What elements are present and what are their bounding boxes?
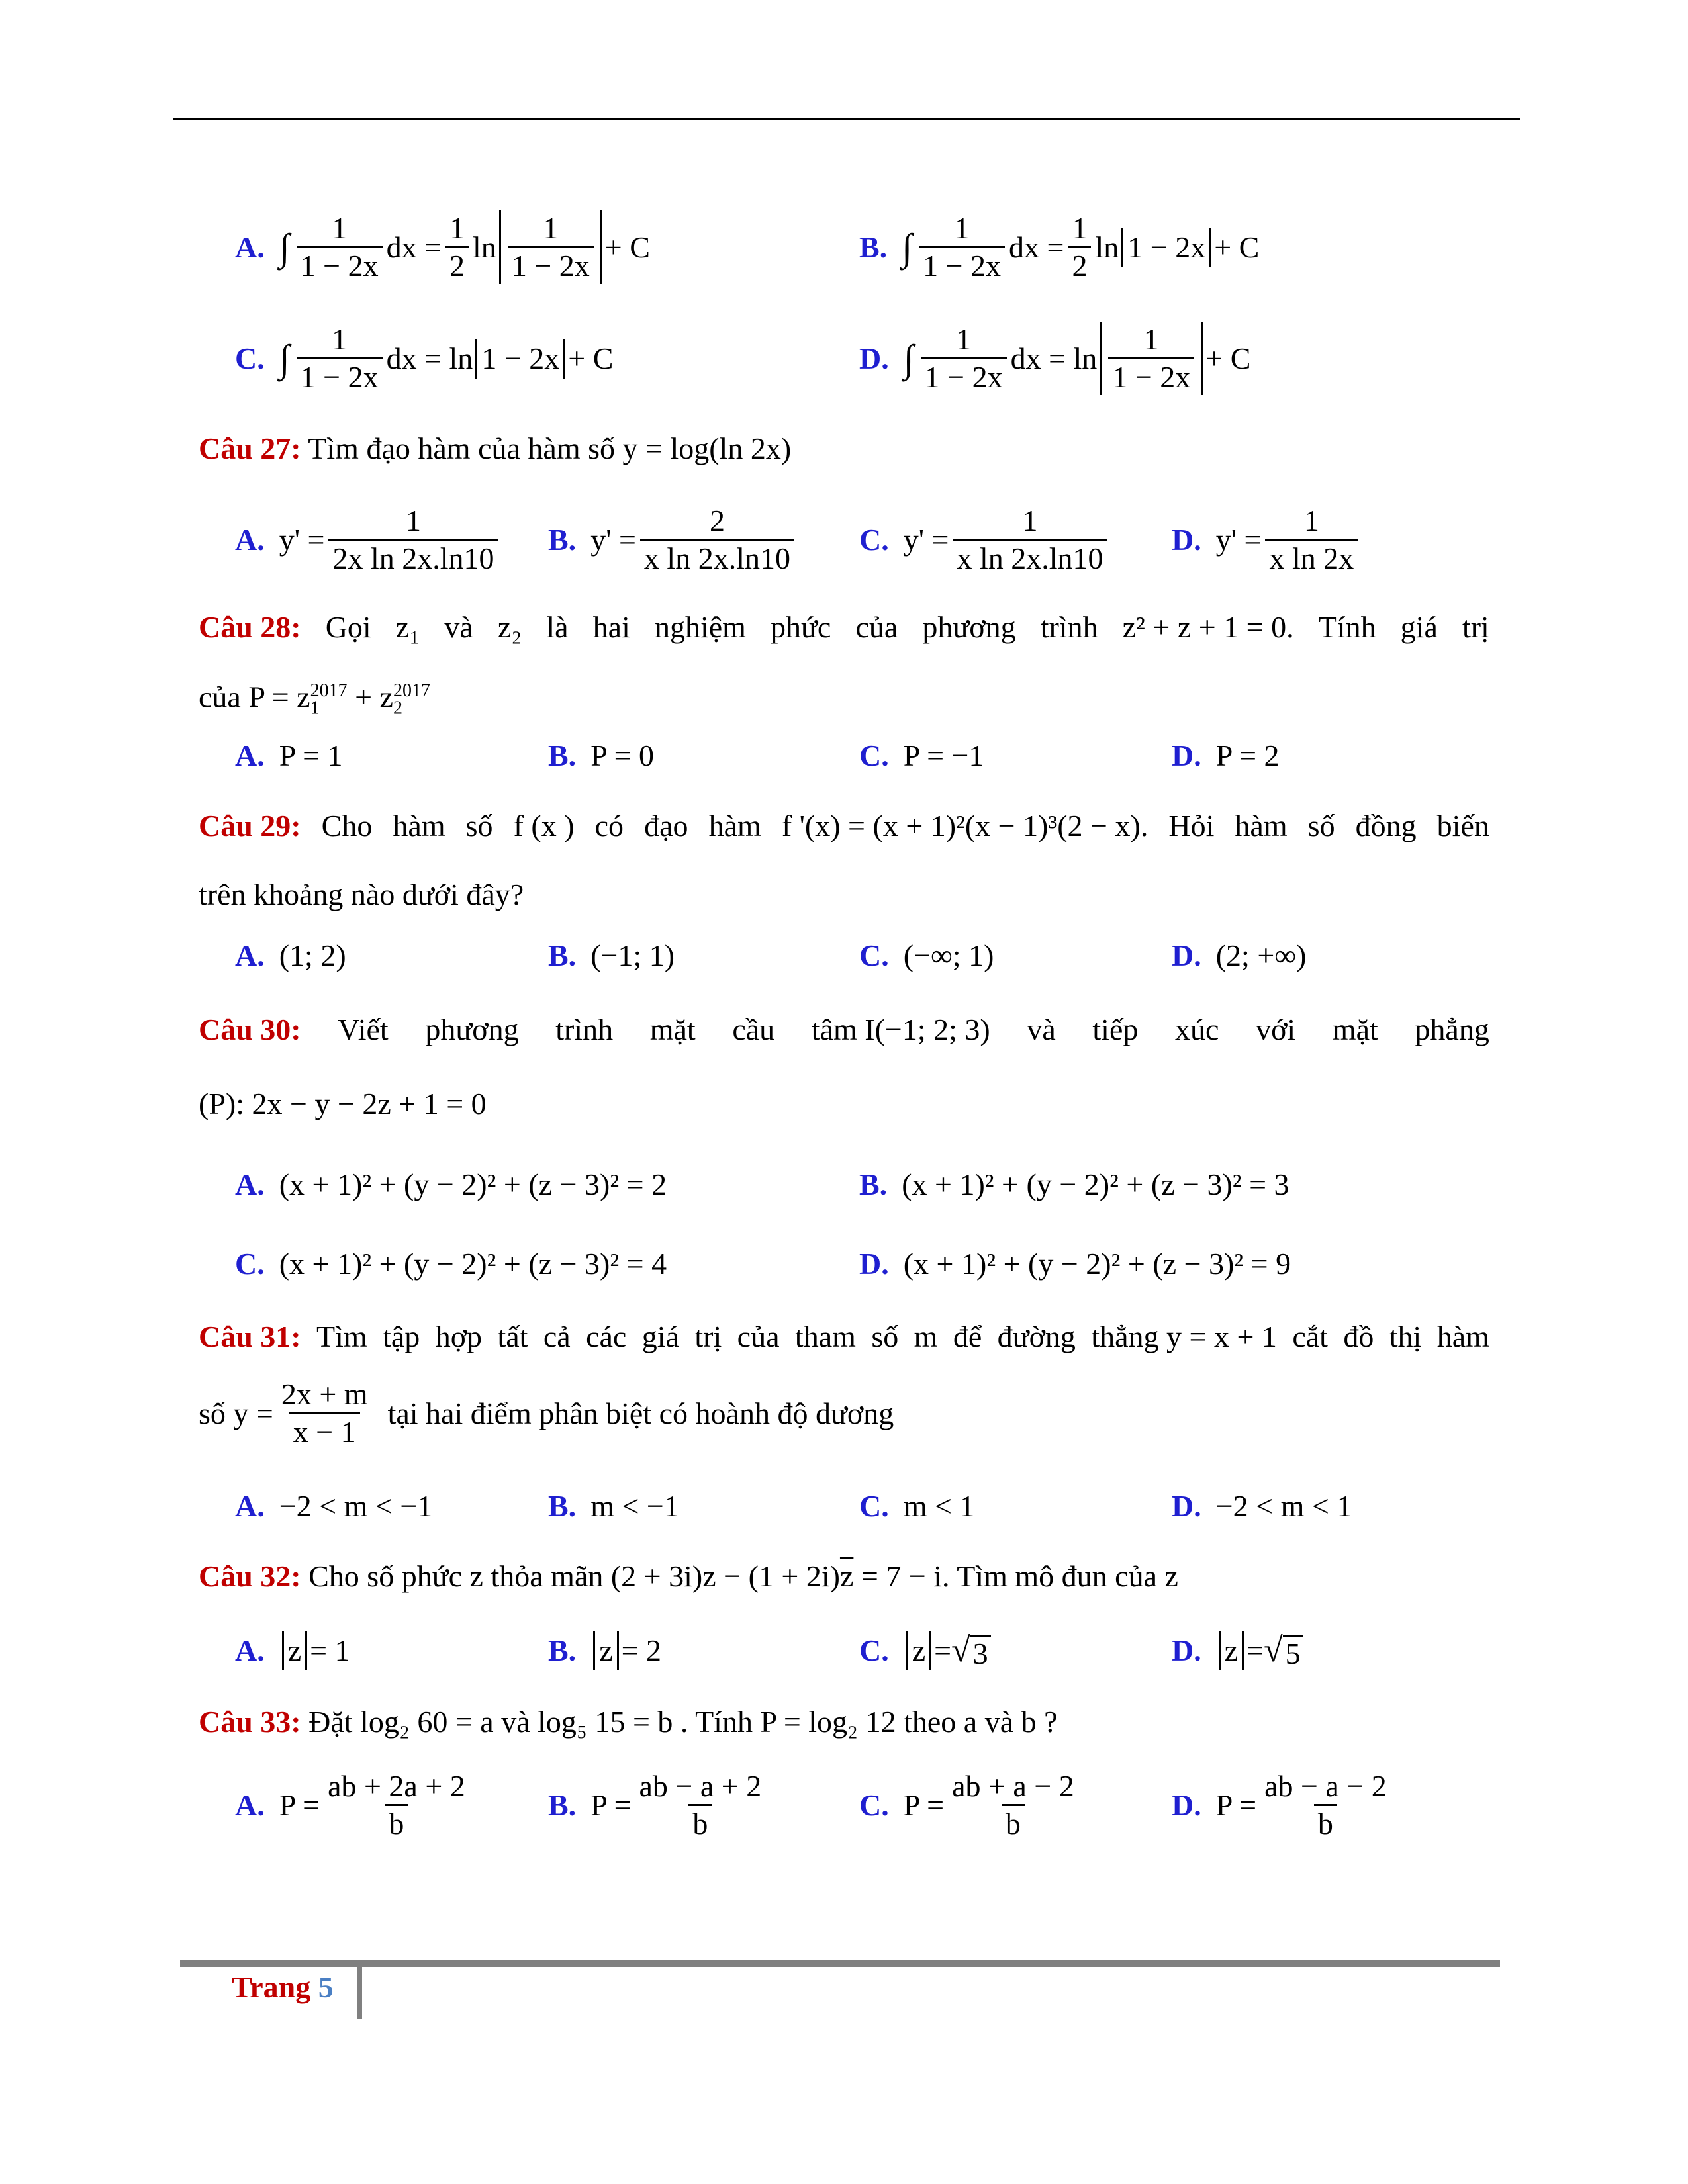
q32-option-d: D. z = √ 5 xyxy=(1172,1631,1303,1670)
q29-option-a: A. (1; 2) xyxy=(235,938,346,972)
q30-option-d: D. (x + 1)² + (y − 2)² + (z − 3)² = 9 xyxy=(859,1247,1291,1281)
q31-option-c: C. m < 1 xyxy=(859,1489,975,1523)
question-31: Câu 31: Tìm tập hợp tất cả các giá trị của tham số m để đường thẳng y = x + 1 cắt đồ thị hàm xyxy=(199,1320,1489,1353)
q33-option-c: C. P = $\frac{ab + a - 2}{b}$ xyxy=(859,1769,1074,1841)
q28-option-d: D. P = 2 xyxy=(1172,739,1280,772)
q31-option-b: B. m < −1 xyxy=(548,1489,679,1523)
question-28-line2: của $P = z_1^{2017} + z_2^{2017}$ xyxy=(199,680,430,719)
question-27: Câu 27: Tìm đạo hàm của hàm số y = log(ln 2x) xyxy=(199,432,792,465)
question-29: Câu 29: Cho hàm số f (x ) có đạo hàm f '(x) = (x + 1)²(x − 1)³(2 − x). Hỏi hàm số đồng biến xyxy=(199,809,1489,842)
q28-option-a: A. P = 1 xyxy=(235,739,343,772)
q31-option-a: A. −2 < m < −1 xyxy=(235,1489,433,1523)
q27-option-c: C. y' = $\frac{1}{\text{x ln 2x.ln10}}$ xyxy=(859,503,1111,576)
footer-bar xyxy=(357,1967,362,2019)
question-30: Câu 30: Viết phương trình mặt cầu tâm I(−1; 2; 3) và tiếp xúc với mặt phẳng xyxy=(199,1013,1489,1046)
option-prev-d: D. ∫ $\frac{1}{1 - 2x}$ dx = ln $\frac{1}{1 - 2x}$ + C xyxy=(859,322,1251,394)
question-28: Câu 28: Gọi z₁ và z₂ là hai nghiệm phức của phương trình z² + z + 1 = 0. Tính giá trị xyxy=(199,610,1489,644)
integral-sign: ∫ xyxy=(279,336,290,380)
q33-option-a: A. P = $\frac{ab + 2a + 2}{b}$ xyxy=(235,1769,465,1841)
q31-option-d: D. −2 < m < 1 xyxy=(1172,1489,1352,1523)
q30-option-b: B. (x + 1)² + (y − 2)² + (z − 3)² = 3 xyxy=(859,1167,1289,1201)
q33-option-d: D. P = $\frac{ab - a - 2}{b}$ xyxy=(1172,1769,1387,1841)
option-prev-c: C. ∫ $\frac{1}{1 - 2x}$ dx = ln 1 − 2x + C xyxy=(235,322,614,394)
option-prev-b: B. ∫ $\frac{1}{1 - 2x}$ dx = $\frac{1}{2}$ ln 1 − 2x + C xyxy=(859,211,1260,283)
question-32: Câu 32: Cho số phức z thỏa mãn $(2 + 3i)z - (1 + 2i)\overline{z} = 7 - i$. Tìm mô đun của z xyxy=(199,1559,1178,1593)
question-33: Câu 33: Đặt log₂ 60 = a và log₅ 15 = b . Tính P = log₂ 12 theo a và b ? xyxy=(199,1705,1058,1739)
q27-option-a: A. y' = $\frac{1}{\text{2x ln 2x.ln10}}$ xyxy=(235,503,502,576)
q29-option-b: B. (−1; 1) xyxy=(548,938,675,972)
q30-option-c: C. (x + 1)² + (y − 2)² + (z − 3)² = 4 xyxy=(235,1247,667,1281)
q28-option-b: B. P = 0 xyxy=(548,739,655,772)
q27-option-d: D. y' = $\frac{1}{\text{x ln 2x}}$ xyxy=(1172,503,1362,576)
q28-option-c: C. P = −1 xyxy=(859,739,984,772)
integral-sign: ∫ xyxy=(903,336,914,380)
q29-option-d: D. (2; +∞) xyxy=(1172,938,1307,972)
option-prev-a: A. ∫ $\frac{1}{1 - 2x}$ dx = $\frac{1}{2}$ ln $\frac{1}{1 - 2x}$ + C xyxy=(235,211,650,283)
question-30-line2: (P): 2x − y − 2z + 1 = 0 xyxy=(199,1087,487,1120)
footer-rule xyxy=(180,1960,1500,1967)
q32-option-c: C. z = √ 3 xyxy=(859,1631,991,1670)
integral-sign: ∫ xyxy=(279,225,290,269)
q30-option-a: A. (x + 1)² + (y − 2)² + (z − 3)² = 2 xyxy=(235,1167,667,1201)
page-number: Trang 5 xyxy=(232,1970,334,2004)
question-31-line2: số y = $\frac{2x + m}{x - 1}$ tại hai điểm phân biệt có hoành độ dương xyxy=(199,1377,894,1449)
question-29-line2: trên khoảng nào dưới đây? xyxy=(199,878,524,911)
q27-option-b: B. y' = $\frac{2}{\text{x ln 2x.ln10}}$ xyxy=(548,503,798,576)
q33-option-b: B. P = $\frac{ab - a + 2}{b}$ xyxy=(548,1769,762,1841)
header-rule xyxy=(173,118,1520,120)
q29-option-c: C. (−∞; 1) xyxy=(859,938,994,972)
q32-option-b: B. z = 2 xyxy=(548,1631,661,1670)
q32-option-a: A. z = 1 xyxy=(235,1631,350,1670)
integral-sign: ∫ xyxy=(902,225,913,269)
